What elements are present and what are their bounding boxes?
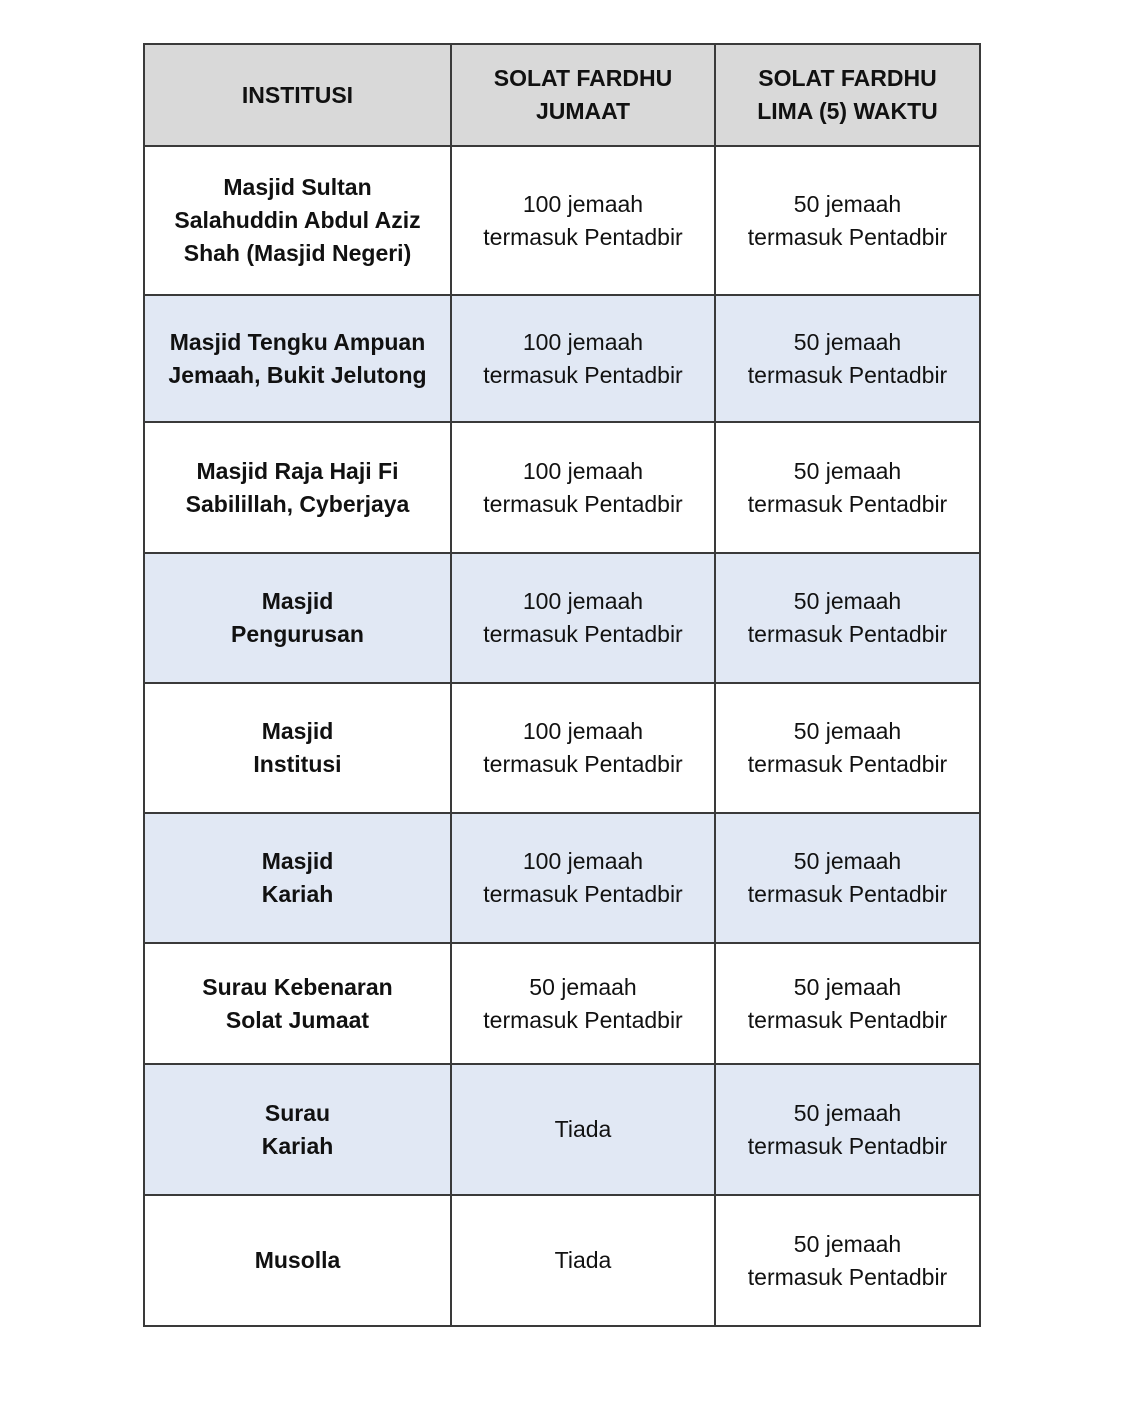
institution-cell [144, 1195, 451, 1326]
cell-text-line: Masjid [261, 848, 334, 874]
cell-text-line: termasuk Pentadbir [747, 881, 948, 907]
table-row [144, 1195, 980, 1326]
table-row [144, 146, 980, 295]
lima-waktu-quota-cell [715, 1064, 980, 1195]
cell-text-line: Tiada [554, 1116, 612, 1142]
jumaat-quota-cell [451, 422, 715, 553]
cell-text-line: termasuk Pentadbir [747, 1263, 948, 1290]
table-row [144, 813, 980, 943]
cell-text-line: Surau Kebenaran [202, 973, 393, 1000]
cell-text-line: termasuk Pentadbir [747, 751, 948, 777]
table-row [144, 553, 980, 683]
table-header-row [144, 44, 980, 146]
institution-cell [144, 553, 451, 683]
cell-text-line: Salahuddin Abdul Aziz [174, 207, 421, 233]
cell-text-line: termasuk Pentadbir [747, 361, 948, 388]
cell-text-line: Sabilillah, Cyberjaya [185, 490, 410, 517]
cell-text-line: Masjid Tengku Ampuan [169, 328, 426, 355]
cell-text-line: Surau [264, 1099, 331, 1126]
cell-text-line: Solat Jumaat [225, 1006, 370, 1033]
cell-text-line: 50 jemaah [793, 1099, 902, 1126]
cell-text-line: 50 jemaah [793, 718, 902, 744]
cell-text-line: Pengurusan [231, 621, 364, 647]
cell-text-line: termasuk Pentadbir [483, 223, 683, 250]
table-row [144, 295, 980, 422]
cell-text-line: 50 jemaah [793, 190, 902, 217]
jumaat-quota-cell [451, 1195, 715, 1326]
header-text-line: SOLAT FARDHU [758, 65, 937, 91]
congregation-quota-table [143, 43, 981, 1327]
table-row [144, 683, 980, 813]
cell-text-line: Musolla [254, 1247, 341, 1273]
lima-waktu-quota-cell [715, 553, 980, 683]
jumaat-quota-cell [451, 1064, 715, 1195]
cell-text-line: 50 jemaah [793, 973, 902, 1000]
cell-text-line: 50 jemaah [793, 457, 902, 484]
jumaat-quota-cell [451, 683, 715, 813]
institution-cell [144, 813, 451, 943]
jumaat-quota-cell [451, 943, 715, 1064]
cell-text-line: 100 jemaah [522, 718, 644, 744]
lima-waktu-quota-cell [715, 813, 980, 943]
cell-text-line: 50 jemaah [529, 973, 637, 1000]
cell-text-line: Masjid [261, 718, 334, 744]
institution-cell [144, 683, 451, 813]
cell-text-line: Masjid [261, 588, 334, 614]
cell-text-line: Kariah [261, 1132, 334, 1159]
institution-cell [144, 943, 451, 1064]
cell-text-line: Masjid Raja Haji Fi [196, 457, 399, 484]
cell-text-line: 100 jemaah [522, 457, 644, 484]
header-text-line: SOLAT FARDHU [493, 65, 673, 91]
header-text-line: JUMAAT [535, 98, 631, 124]
institution-cell [144, 146, 451, 295]
cell-text-line: 100 jemaah [522, 190, 644, 217]
jumaat-quota-cell [451, 553, 715, 683]
cell-text-line: termasuk Pentadbir [483, 751, 683, 777]
header-solat-jumaat [451, 44, 715, 146]
table-row [144, 422, 980, 553]
cell-text-line: 100 jemaah [522, 328, 644, 355]
lima-waktu-quota-cell [715, 683, 980, 813]
cell-text-line: Shah (Masjid Negeri) [183, 240, 412, 266]
table-row [144, 1064, 980, 1195]
lima-waktu-quota-cell [715, 146, 980, 295]
cell-text-line: termasuk Pentadbir [747, 621, 948, 647]
lima-waktu-quota-cell [715, 1195, 980, 1326]
cell-text-line: 50 jemaah [793, 848, 902, 874]
cell-text-line: Tiada [554, 1247, 612, 1273]
cell-text-line: 100 jemaah [522, 588, 644, 614]
institution-cell [144, 1064, 451, 1195]
cell-text-line: termasuk Pentadbir [747, 223, 948, 250]
cell-text-line: Kariah [261, 881, 334, 907]
cell-text-line: 50 jemaah [793, 328, 902, 355]
institution-cell [144, 422, 451, 553]
cell-text-line: 50 jemaah [793, 588, 902, 614]
jumaat-quota-cell [451, 813, 715, 943]
header-text-line: INSTITUSI [241, 81, 354, 108]
cell-text-line: 100 jemaah [522, 848, 644, 874]
cell-text-line: Institusi [253, 751, 342, 777]
cell-text-line: termasuk Pentadbir [483, 621, 683, 647]
cell-text-line: Jemaah, Bukit Jelutong [168, 361, 427, 388]
lima-waktu-quota-cell [715, 422, 980, 553]
cell-text-line: termasuk Pentadbir [747, 490, 948, 517]
cell-text-line: termasuk Pentadbir [747, 1006, 948, 1033]
cell-text-line: termasuk Pentadbir [747, 1132, 948, 1159]
cell-text-line: termasuk Pentadbir [483, 490, 683, 517]
cell-text-line: termasuk Pentadbir [483, 881, 683, 907]
header-institusi [144, 44, 451, 146]
institution-cell [144, 295, 451, 422]
table-row [144, 943, 980, 1064]
lima-waktu-quota-cell [715, 943, 980, 1064]
header-text-line: LIMA (5) WAKTU [757, 98, 938, 124]
cell-text-line: Masjid Sultan [223, 174, 372, 200]
cell-text-line: 50 jemaah [793, 1230, 902, 1257]
table-body [144, 146, 980, 1326]
jumaat-quota-cell [451, 295, 715, 422]
jumaat-quota-cell [451, 146, 715, 295]
cell-text-line: termasuk Pentadbir [483, 361, 683, 388]
lima-waktu-quota-cell [715, 295, 980, 422]
header-solat-lima-waktu [715, 44, 980, 146]
cell-text-line: termasuk Pentadbir [483, 1006, 683, 1033]
